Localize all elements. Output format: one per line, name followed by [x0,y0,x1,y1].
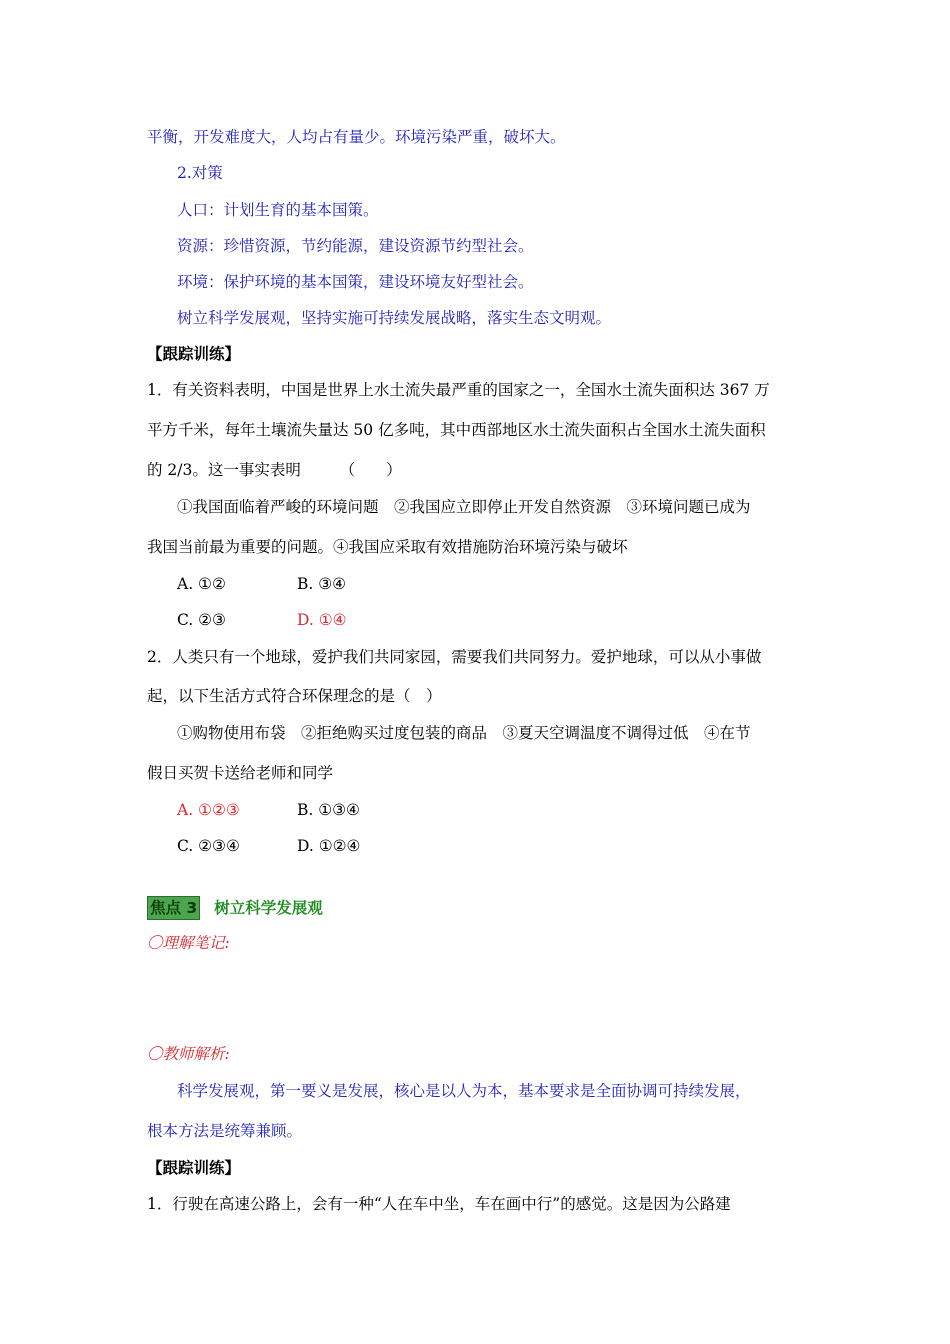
teacher-analysis-label: 〇教师解析: [147,1045,230,1063]
text-line-summary: 树立科学发展观，坚持实施可持续发展战略，落实生态文明观。 [177,309,612,327]
text-line-resources: 资源：珍惜资源，节约能源，建设资源节约型社会。 [177,237,534,255]
option-a: A. ①② [177,575,226,593]
option-d: D. ①②④ [297,837,361,855]
question-2-line-1: 2．人类只有一个地球，爱护我们共同家园，需要我们共同努力。爱护地球，可以从小事做 [147,648,762,666]
question-1-line-1: 1．有关资料表明，中国是世界上水土流失最严重的国家之一，全国水土流失面积达 367 万 [147,381,770,399]
question-2-line-2: 起，以下生活方式符合环保理念的是（ ） [147,687,442,705]
question-1-options-row-1 [177,573,346,595]
question-2-options-row-2 [177,835,360,857]
notes-label: 〇理解笔记: [147,934,230,952]
focus-title: 树立科学发展观 [214,899,323,917]
question-1-items-2: 我国当前最为重要的问题。④我国应采取有效措施防治环境污染与破坏 [147,538,628,556]
option-b: B. ①③④ [297,801,360,819]
analysis-line-2: 根本方法是统筹兼顾。 [147,1122,303,1140]
focus-tag: 焦点 3 [147,896,200,920]
option-b: B. ③④ [297,575,347,593]
option-c: C. ②③④ [177,837,240,855]
text-line-environment: 环境：保护环境的基本国策，建设环境友好型社会。 [177,273,534,291]
training-heading: 【跟踪训练】 [147,345,241,363]
question-1-line-2: 平方千米，每年土壤流失量达 50 亿多吨，其中西部地区水土流失面积占全国水土流失面积 [147,421,766,439]
question-2-items-2: 假日买贺卡送给老师和同学 [147,764,334,782]
question-1-items-1: ①我国面临着严峻的环境问题 ②我国应立即停止开发自然资源 ③环境问题已成为 [177,498,751,516]
analysis-line-1: 科学发展观，第一要义是发展，核心是以人为本，基本要求是全面协调可持续发展， [177,1082,751,1100]
question-1-options-row-2 [177,609,347,631]
training-heading-2: 【跟踪训练】 [147,1159,241,1177]
text-line: 平衡，开发难度大，人均占有量少。环境污染严重，破坏大。 [147,128,566,146]
question-1-line-3: 的 2/3。这一事实表明 （ ） [147,461,402,479]
question-3-line-1: 1．行驶在高速公路上，会有一种“人在车中坐，车在画中行”的感觉。这是因为公路建 [147,1195,731,1213]
option-c: C. ②③ [177,611,226,629]
question-2-options-row-1 [177,799,360,821]
focus-3-header [147,896,323,920]
text-line-population: 人口：计划生育的基本国策。 [177,201,379,219]
option-d-answer: D. ①④ [297,611,347,629]
question-2-items-1: ①购物使用布袋 ②拒绝购买过度包装的商品 ③夏天空调温度不调得过低 ④在节 [177,724,751,742]
subheading-countermeasures: 2.对策 [177,164,223,182]
option-a-answer: A. ①②③ [177,801,240,819]
